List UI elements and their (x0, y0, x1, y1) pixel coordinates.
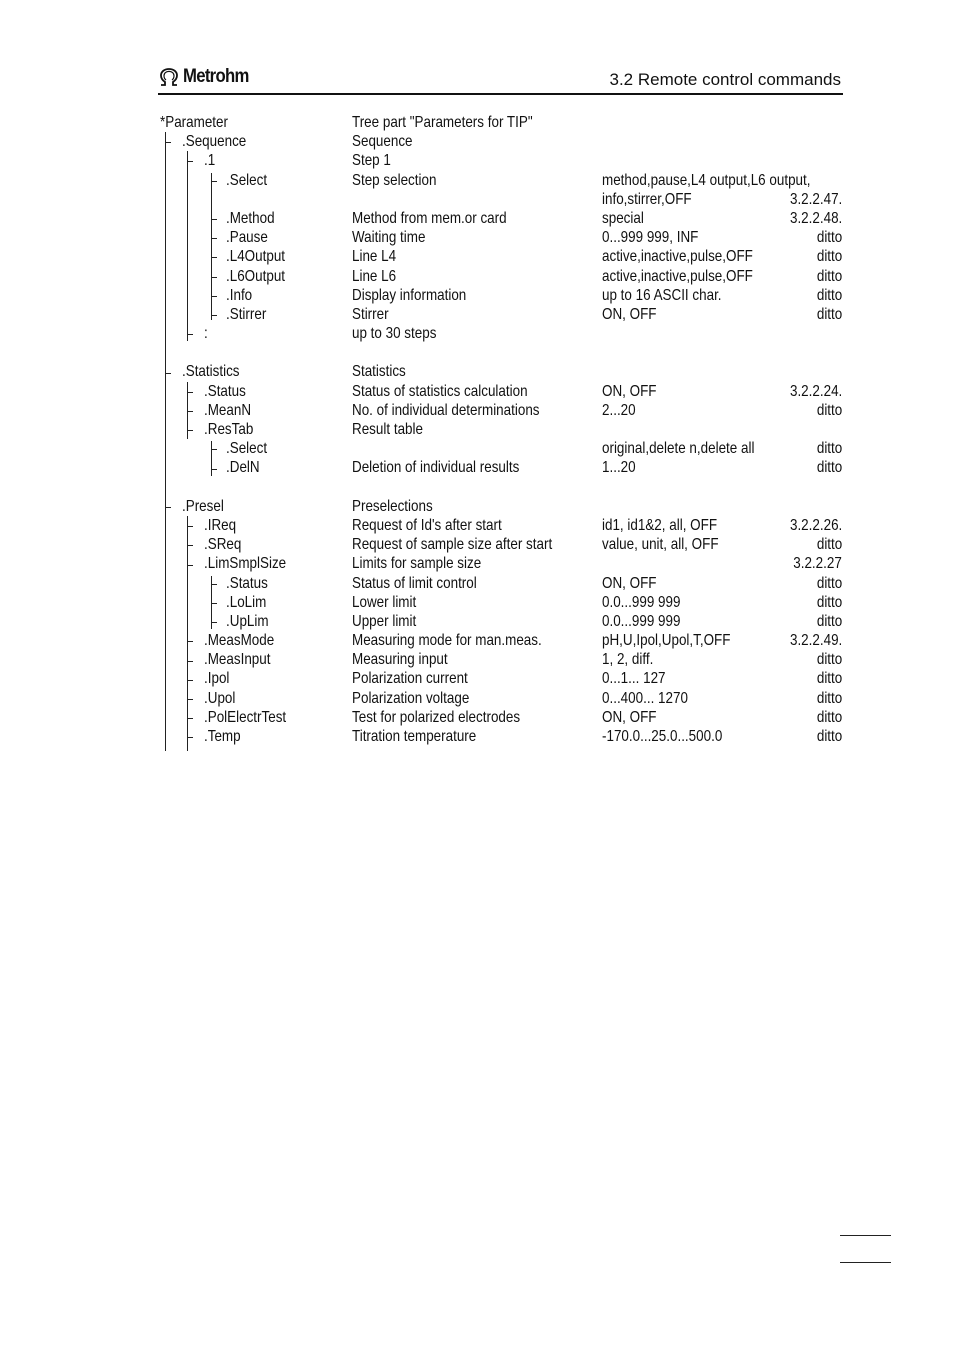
tree-row (160, 458, 850, 477)
section-reference: ditto (816, 651, 842, 669)
tree-node-name: .Upol (204, 689, 236, 707)
tree-branch-tick (187, 565, 193, 566)
tree-trunk-line (165, 132, 166, 751)
section-reference: ditto (816, 229, 842, 247)
node-description: Deletion of individual results (352, 459, 520, 477)
tree-branch-tick (187, 718, 193, 719)
tree-branch-line (211, 441, 212, 475)
node-description: Result table (352, 421, 423, 438)
tree-node-name: : (204, 325, 208, 343)
tree-row (160, 305, 850, 324)
node-description: Stirrer (352, 305, 389, 323)
tree-node-name: .Presel (182, 497, 224, 515)
tree-branch-tick (211, 238, 217, 239)
section-reference: ditto (816, 305, 842, 323)
node-description: Step 1 (352, 152, 391, 170)
tree-node-name: .Select (226, 440, 268, 458)
parameter-tree (160, 113, 850, 746)
section-reference: ditto (816, 593, 842, 611)
node-values: 0...999 999, INF (602, 229, 699, 247)
tree-branch-tick (165, 507, 171, 508)
node-description: Sequence (352, 133, 413, 151)
node-description: Tree part "Parameters for TIP" (352, 114, 533, 131)
section-reference: ditto (816, 286, 842, 304)
node-description: Titration temperature (352, 728, 477, 745)
tree-row (160, 171, 850, 190)
section-reference: ditto (816, 574, 842, 592)
tree-node-name: .Stirrer (226, 305, 267, 323)
node-values: active,inactive,pulse,OFF (602, 267, 753, 285)
tree-row (160, 382, 850, 401)
tree-row (160, 209, 850, 228)
tree-row (160, 574, 850, 593)
tree-branch-tick (211, 469, 217, 470)
tree-branch-tick (187, 392, 193, 393)
tree-node-name: .LoLim (226, 593, 267, 611)
node-values: ON, OFF (602, 708, 657, 726)
section-reference: ditto (816, 670, 842, 688)
tree-node-name: *Parameter (160, 114, 228, 131)
tree-branch-tick (211, 622, 217, 623)
tree-node-name: .Status (226, 574, 268, 592)
node-values: id1, id1&2, all, OFF (602, 516, 718, 534)
node-values: 2...20 (602, 401, 636, 419)
node-description: Polarization current (352, 670, 468, 688)
tree-branch-tick (165, 373, 171, 374)
node-values: special (602, 209, 644, 227)
section-reference: ditto (816, 689, 842, 707)
node-values: 0...400... 1270 (602, 689, 688, 707)
node-description: Method from mem.or card (352, 209, 507, 227)
tree-row (160, 228, 850, 247)
section-reference: 3.2.2.48. (789, 209, 842, 227)
node-values: active,inactive,pulse,OFF (602, 248, 753, 266)
node-description: Line L4 (352, 248, 397, 266)
tree-row (160, 650, 850, 669)
tree-branch-tick (211, 296, 217, 297)
section-reference: ditto (816, 248, 842, 266)
tree-branch-line (187, 151, 188, 341)
tree-branch-tick (187, 661, 193, 662)
tree-branch-tick (187, 545, 193, 546)
tree-node-name: .L4Output (226, 248, 286, 266)
tree-row (160, 669, 850, 688)
corner-rule-bottom (840, 1262, 891, 1263)
node-description: Test for polarized electrodes (352, 708, 521, 726)
tree-branch-tick (211, 315, 217, 316)
tree-branch-tick (187, 430, 193, 431)
tree-node-name: .Statistics (182, 363, 240, 381)
section-reference: ditto (816, 440, 842, 458)
tree-row (160, 247, 850, 266)
tree-row (160, 362, 850, 381)
tree-node-name: .Info (226, 286, 253, 304)
section-reference: ditto (816, 728, 842, 745)
tree-node-name: .IReq (204, 516, 237, 534)
node-values: info,stirrer,OFF (602, 190, 692, 208)
section-reference: 3.2.2.24. (789, 382, 842, 400)
node-values: ON, OFF (602, 305, 657, 323)
tree-node-name: .MeasMode (204, 632, 275, 650)
tree-row (160, 190, 850, 209)
tree-branch-tick (211, 257, 217, 258)
tree-row (160, 343, 850, 362)
tree-row (160, 612, 850, 631)
node-description: Status of statistics calculation (352, 382, 528, 400)
tree-node-name: .UpLim (226, 612, 269, 630)
node-values: value, unit, all, OFF (602, 536, 719, 554)
tree-row (160, 554, 850, 573)
node-values: -170.0...25.0...500.0 (602, 728, 723, 745)
node-values: ON, OFF (602, 574, 657, 592)
tree-branch-tick (187, 411, 193, 412)
tree-branch-tick (187, 737, 193, 738)
tree-node-name: .MeanN (204, 401, 252, 419)
tree-node-name: .1 (204, 152, 216, 170)
tree-row (160, 727, 850, 746)
tree-node-name: .Select (226, 171, 268, 189)
tree-row (160, 401, 850, 420)
page-header (158, 64, 843, 96)
node-description: Measuring mode for man.meas. (352, 632, 542, 650)
tree-node-name: .MeasInput (204, 651, 271, 669)
tree-row (160, 516, 850, 535)
tree-node-name: .L6Output (226, 267, 286, 285)
tree-row (160, 689, 850, 708)
node-description: Status of limit control (352, 574, 477, 592)
node-description: Waiting time (352, 229, 426, 247)
section-reference: 3.2.2.49. (789, 632, 842, 650)
node-description: up to 30 steps (352, 325, 437, 343)
section-title: 3.2 Remote control commands (609, 70, 841, 89)
node-values: up to 16 ASCII char. (602, 286, 722, 304)
node-values: 1, 2, diff. (602, 651, 654, 669)
tree-branch-tick (187, 680, 193, 681)
metrohm-logo (158, 66, 258, 88)
node-description: No. of individual determinations (352, 401, 540, 419)
node-description: Measuring input (352, 651, 448, 669)
node-description: Step selection (352, 171, 437, 189)
section-reference: ditto (816, 401, 842, 419)
tree-branch-tick (211, 584, 217, 585)
node-values: 0.0...999 999 (602, 612, 681, 630)
tree-node-name: .Ipol (204, 670, 230, 688)
metrohm-omega-icon (158, 67, 180, 87)
tree-row (160, 267, 850, 286)
tree-row (160, 420, 850, 439)
tree-branch-line (187, 516, 188, 750)
node-description: Upper limit (352, 612, 417, 630)
tree-node-name: .SReq (204, 536, 242, 554)
logo-text: Metrohm (183, 66, 249, 87)
tree-branch-tick (211, 219, 217, 220)
tree-branch-tick (187, 699, 193, 700)
corner-rule-top (840, 1235, 891, 1236)
tree-branch-line (211, 173, 212, 321)
tree-node-name: .Pause (226, 229, 268, 247)
header-rule (158, 93, 843, 95)
node-description: Preselections (352, 497, 433, 515)
tree-node-name: .DelN (226, 459, 260, 477)
node-description: Polarization voltage (352, 689, 470, 707)
node-description: Line L6 (352, 267, 397, 285)
node-description: Request of Id's after start (352, 516, 502, 534)
tree-branch-tick (211, 603, 217, 604)
node-description: Display information (352, 286, 467, 304)
tree-row (160, 593, 850, 612)
tree-branch-tick (187, 334, 193, 335)
tree-node-name: .Method (226, 209, 275, 227)
node-description: Lower limit (352, 593, 417, 611)
node-values: pH,U,Ipol,Upol,T,OFF (602, 632, 731, 650)
tree-row (160, 113, 850, 132)
tree-node-name: .Sequence (182, 133, 247, 151)
node-values: ON, OFF (602, 382, 657, 400)
tree-row (160, 631, 850, 650)
tree-branch-tick (211, 277, 217, 278)
tree-row (160, 535, 850, 554)
section-reference: 3.2.2.27 (793, 555, 842, 573)
tree-node-name: .Status (204, 382, 246, 400)
tree-branch-tick (187, 161, 193, 162)
section-reference: ditto (816, 612, 842, 630)
section-reference: ditto (816, 459, 842, 477)
node-description: Request of sample size after start (352, 536, 553, 554)
section-reference: ditto (816, 708, 842, 726)
node-description: Statistics (352, 363, 406, 381)
tree-branch-tick (165, 142, 171, 143)
tree-row (160, 286, 850, 305)
node-values: 0.0...999 999 (602, 593, 681, 611)
tree-branch-tick (187, 526, 193, 527)
node-values: 0...1... 127 (602, 670, 666, 688)
tree-node-name: .PolElectrTest (204, 708, 287, 726)
tree-row (160, 324, 850, 343)
node-values: method,pause,L4 output,L6 output, (602, 171, 811, 189)
tree-row (160, 497, 850, 516)
section-reference: 3.2.2.26. (789, 516, 842, 534)
tree-branch-tick (211, 449, 217, 450)
section-reference: ditto (816, 267, 842, 285)
tree-row (160, 708, 850, 727)
node-description: Limits for sample size (352, 555, 482, 573)
section-reference: 3.2.2.47. (789, 190, 842, 208)
section-reference: ditto (816, 536, 842, 554)
tree-row (160, 132, 850, 151)
tree-node-name: .Temp (204, 728, 241, 745)
tree-row (160, 478, 850, 497)
tree-branch-tick (211, 181, 217, 182)
tree-row (160, 151, 850, 170)
tree-node-name: .LimSmplSize (204, 555, 287, 573)
tree-node-name: .ResTab (204, 421, 254, 438)
tree-row (160, 439, 850, 458)
node-values: original,delete n,delete all (602, 440, 755, 458)
node-values: 1...20 (602, 459, 636, 477)
tree-branch-tick (187, 641, 193, 642)
